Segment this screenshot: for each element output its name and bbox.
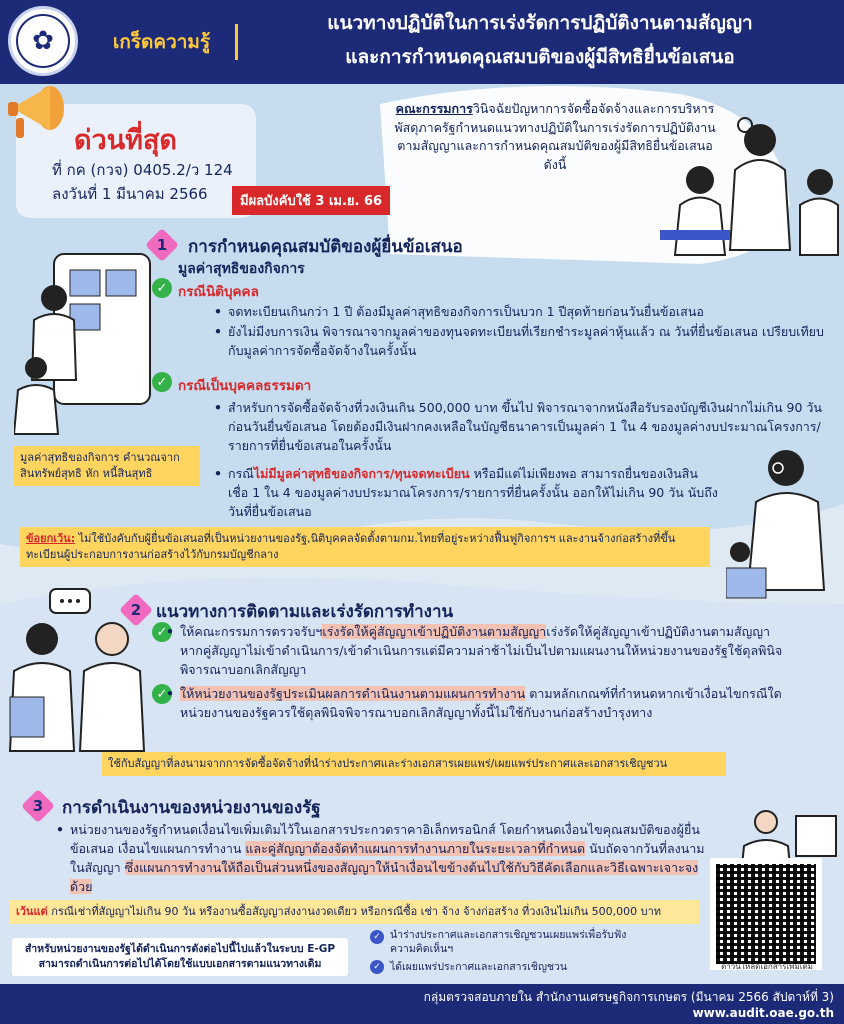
emblem-icon: ✿ <box>16 14 70 68</box>
section-2-item-1: • ให้คณะกรรมการตรวจรับฯเร่งรัดให้คู่สัญญาเข้าปฏิบัติงานตามสัญญาเร่งรัดให้คู่สัญญาเข้าปฏิบัติงานตามสัญญาหากคู่สัญญาไม่เข้าดำเนินการ/เข้าดำเนินการแต่มีความล่าช้าไม่เป็นไปตามแผนงานให้หน่วยงานของรัฐใช้ดุลพินิจพิจารณาบอกเลิกสัญญา <box>180 622 790 679</box>
tick-item-2: ได้เผยแพร่ประกาศและเอกสารเชิญชวน <box>390 961 568 973</box>
document-number: ที่ กค (กวจ) 0405.2/ว 124 <box>52 161 233 179</box>
qr-code[interactable] <box>710 858 822 970</box>
puzzle-illustration <box>14 250 154 440</box>
section-2-number: 2 <box>124 598 148 622</box>
enforce-badge: มีผลบังคับใช้ 3 เม.ย. 66 <box>232 186 390 215</box>
urgent-title: ด่วนที่สุด <box>74 125 177 156</box>
check-icon: ✓ <box>152 684 172 704</box>
megaphone-icon <box>2 78 76 148</box>
agency-logo <box>8 6 78 76</box>
section-3-number: 3 <box>26 794 50 818</box>
footer-website-link[interactable]: www.audit.oae.go.th <box>692 1006 834 1020</box>
header-bar <box>0 0 844 84</box>
case-juristic-bullet-1: • จดทะเบียนเกินกว่า 1 ปี ต้องมีมูลค่าสุทธิของกิจการเป็นบวก 1 ปีสุดท้ายก่อนวันยื่นข้อเสนอ <box>228 302 828 321</box>
exception-note: ข้อยกเว้น: ไม่ใช้บังคับกับผู้ยื่นข้อเสนอที่เป็นหน่วยงานของรัฐ,นิติบุคคลจัดตั้งตามกม.ไทยที่อยู่ระหว่างฟื้นฟูกิจการฯ และงานจ้างก่อสร้างที่ขึ้นทะเบียนผู้ประกอบการงานก่อสร้างไว้กับกรมบัญชีกลาง <box>20 527 710 567</box>
section-1-title: การกำหนดคุณสมบัติของผู้ยื่นข้อเสนอ <box>188 237 463 257</box>
document-date: ลงวันที่ 1 มีนาคม 2566 <box>52 185 208 203</box>
case-individual-bullet-2: • กรณีไม่มีมูลค่าสุทธิของกิจการ/ทุนจดทะเบียน หรือมีแต่ไม่เพียงพอ สามารถยื่นของเงินสินเชื่อ 1 ใน 4 ของมูลค่างบประมาณโครงการ/รายการที่ยื่นครั้งนั้น ออกให้ไม่เกิน 90 วัน นับถึงวันที่ยื่นข้อเสนอ <box>228 464 718 521</box>
office-worker-illustration <box>724 806 842 866</box>
case-individual: กรณีเป็นบุคคลธรรมดา <box>178 378 312 394</box>
brand-label: เกร็ดความรู้ <box>88 24 238 60</box>
check-icon: ✓ <box>370 930 384 944</box>
case-juristic-bullet-2: • ยังไม่มีงบการเงิน พิจารณาจากมูลค่าของทุนจดทะเบียนที่เรียกชำระมูลค่าหุ้นแล้ว ณ วันที่ยื่นข้อเสนอ เปรียบเทียบกับมูลค่าการจัดซื้อจัดจ้างในครั้งนั้น <box>228 322 828 360</box>
section-2-title: แนวทางการติดตามและเร่งรัดการทำงาน <box>156 602 454 622</box>
footer-credit: กลุ่มตรวจสอบภายใน สำนักงานเศรษฐกิจการเกษตร (มีนาคม 2566 สัปดาห์ที่ 3) <box>423 990 834 1004</box>
section-2-note: ใช้กับสัญญาที่ลงนามจากการจัดซื้อจัดจ้างที่นำร่างประกาศและร่างเอกสารเผยแพร่/เผยแพร่ประกาศและเอกสารเชิญชวน <box>102 752 726 776</box>
check-icon: ✓ <box>370 960 384 974</box>
case-individual-bullet-1: • สำหรับการจัดซื้อจัดจ้างที่วงเงินเกิน 500,000 บาท ขึ้นไป พิจารณาจากหนังสือรับรองบัญชีเงินฝากไม่เกิน 90 วัน ก่อนวันยื่นข้อเสนอ โดยต้องมีเงินฝากคงเหลือในบัญชีธนาคารเป็นมูลค่า 1 ใน 4 ของมูลค่างบประมาณโครงการ/รายการที่ยื่นข้อเสนอในครั้งนั้น <box>228 398 828 455</box>
check-icon: ✓ <box>152 622 172 642</box>
page-title: แนวทางปฏิบัติในการเร่งรัดการปฏิบัติงานตามสัญญา และการกำหนดคุณสมบติของผู้มีสิทธิยื่นข้อเสนอ <box>327 12 753 68</box>
section-2-item-2: • ให้หน่วยงานของรัฐประเมินผลการดำเนินงานตามแผนการทำงาน ตามหลักเกณฑ์ที่กำหนดหากเข้าเงื่อนไขกรณีใด หน่วยงานของรัฐควรใช้ดุลพินิจพิจารณาบอกเลิกสัญญาทั้งนี้ไม่ใช้กับงานก่อสร้างบำรุงทาง <box>180 684 790 722</box>
check-icon: ✓ <box>152 372 172 392</box>
people-illustration-top <box>640 110 840 260</box>
qr-caption: ดาวน์โหลดเอกสารเพิ่มเติม <box>721 962 813 971</box>
thinking-woman-illustration <box>726 440 841 600</box>
section-1-subtitle: มูลค่าสุทธิของกิจการ <box>178 261 305 277</box>
intro-text: คณะกรรมการวินิจฉัยปัญหาการจัดซื้อจัดจ้างและการบริหารพัสดุภาครัฐกำหนดแนวทางปฏิบัติในการเร่งรัดการปฏิบัติงานตามสัญญาและการกำหนดคุณสมบัติของผู้มีสิทธิยื่นข้อเสนอ ดังนี้ <box>394 101 716 172</box>
egp-note: สำหรับหน่วยงานของรัฐได้ดำเนินการดังต่อไปนี้ไปแล้วในระบบ E-GP สามารถดำเนินการต่อไปได้โดยใช้แบบเอกสารตามแนวทางเดิม <box>12 938 348 976</box>
tick-item-1: นำร่างประกาศและเอกสารเชิญชวนเผยแพร่เพื่อรับฟังความคิดเห็นฯ <box>390 929 627 955</box>
section-3-item-1: • หน่วยงานของรัฐกำหนดเงื่อนไขเพิ่มเติมไว้ในเอกสารประกวดราคาอิเล็กทรอนิกส์ โดยกำหนดเงื่อนไขคุณสมบัติของผู้ยื่นข้อเสนอ เงื่อนไขแผนการทำงาน และคู่สัญญาต้องจัดทำแผนการทำงานภายในระยะเวลาที่กำหนด นับถัดจากวันที่ลงนามในสัญญา ซึ่งแผนการทำงานให้ถือเป็นส่วนหนึ่งของสัญญาให้นำเงื่อนไขข้างต้นไปใช้กับวิธีคัดเลือกและวิธีเฉพาะเจาะจงด้วย <box>70 820 710 896</box>
case-juristic: กรณีนิติบุคคล <box>178 284 259 300</box>
section-3-title: การดำเนินงานของหน่วยงานของรัฐ <box>62 798 321 818</box>
net-worth-note: มูลค่าสุทธิของกิจการ คำนวณจาก สินทรัพย์สุทธิ หัก หนี้สินสุทธิ <box>14 446 200 486</box>
except-note: เว้นแต่ กรณีเช่าที่สัญญาไม่เกิน 90 วัน หรืองานซื้อสัญญาส่งงานงวดเดียว หรือกรณีซื้อ เช่า จ้าง จ้างก่อสร้าง ที่วงเงินไม่เกิน 500,000 บาท <box>10 900 700 924</box>
check-icon: ✓ <box>152 278 172 298</box>
section-1-number: 1 <box>150 233 174 257</box>
footer-bar <box>0 984 844 1024</box>
